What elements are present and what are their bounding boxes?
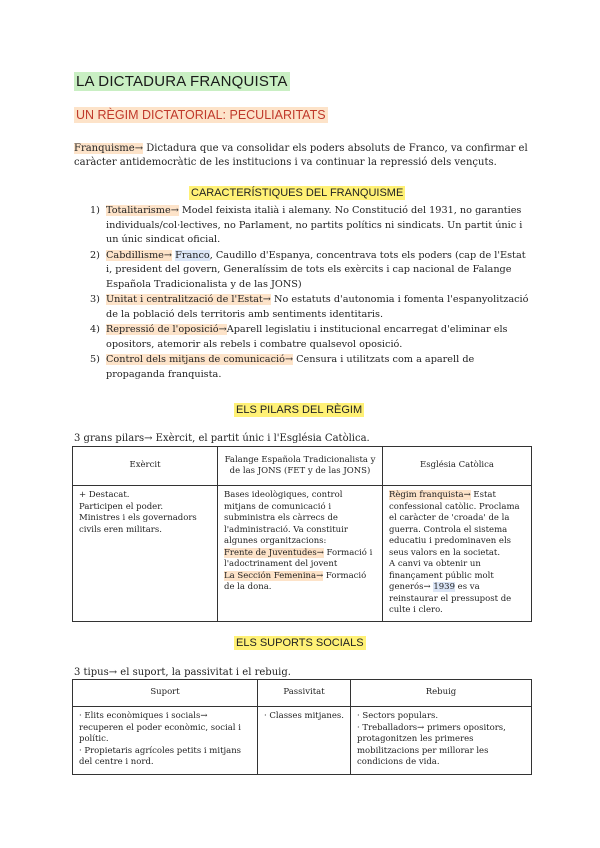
cell-line: Ministres i els governadors civils eren militars.	[79, 513, 197, 535]
pillars-table	[72, 446, 532, 622]
item-term: Unitat i centralització de l'Estat→	[106, 294, 271, 305]
item-text: , Caudillo d'Espanya, concentrava tots els poders (cap de l'Estat i, president del govern, Generalíssim de tots els exèrcits i cap nacional de Falange Española Tradicionalista y de las JONS)	[106, 249, 526, 290]
cell-line: · Sectors populars.	[357, 711, 439, 721]
column-header: Exèrcit	[73, 447, 218, 486]
table-header-row	[73, 447, 532, 486]
regim-term: Règim franquista→	[389, 490, 471, 500]
table-header-row	[73, 680, 532, 707]
passivity-cell	[258, 707, 351, 775]
item-text: Censura i utilitzats com a aparell de propaganda franquista.	[106, 354, 475, 380]
item-term: Totalitarisme→	[106, 205, 179, 216]
intro-text: Dictadura que va consolidar els poders absoluts de Franco, va confirmar el caràcter antidemocràtic de les institucions i va continuar la repressió dels vençuts.	[74, 143, 528, 168]
characteristics-title: CARACTERÍSTIQUES DEL FRANQUISME	[191, 187, 404, 199]
item-term: Repressió de l'oposició→	[106, 324, 227, 335]
item-number: 3)	[90, 294, 100, 305]
year-highlight: 1939	[433, 582, 455, 592]
item-text: No estatuts d'autonomia i fomenta l'espanyolització de la població dels territoris amb sentiments identitaris.	[106, 294, 529, 320]
cell-line: · Treballadors→ primers opositors, protagonitzen les primeres mobilitzacions per millorar les condicions de vida.	[357, 722, 506, 767]
item-number: 4)	[90, 324, 100, 335]
section-subtitle: UN RÈGIM DICTATORIAL: PECULIARITATS	[76, 108, 326, 122]
item-number: 2)	[90, 249, 100, 261]
church-cell	[383, 486, 532, 622]
regim-text: Estat confessional catòlic. Proclama el caràcter de 'croada' de la guerra. Controla el sistema educatiu i predominaven els seus valors en la societat.	[389, 490, 520, 558]
column-header: Falange Española Tradicionalista y de las JONS (FET y de las JONS)	[218, 447, 383, 486]
cell-line	[224, 571, 376, 594]
item-term: Cabdillisme→	[106, 249, 172, 261]
table-row	[73, 707, 532, 775]
list-item	[90, 204, 530, 248]
list-item	[90, 249, 530, 293]
supports-lead: 3 tipus→ el suport, la passivitat i el rebuig.	[74, 667, 291, 678]
column-header: Passivitat	[258, 680, 351, 707]
rejection-cell	[351, 707, 532, 775]
list-item	[90, 323, 530, 352]
intro-term: Franquisme→	[74, 143, 144, 154]
financing-text: A canvi va obtenir un finançament públic molt generós→	[389, 559, 494, 592]
pillars-lead: 3 grans pilars→ Exèrcit, el partit únic i l'Església Catòlica.	[74, 433, 370, 444]
seccion-text: Formació de la dona.	[224, 570, 367, 592]
cell-line	[389, 490, 525, 559]
cell-line	[389, 559, 525, 617]
cell-line: · Elits econòmiques i socials→ recuperen el poder econòmic, social i polític.	[79, 711, 241, 744]
intro-paragraph	[74, 142, 530, 170]
cell-line	[224, 548, 376, 571]
army-cell	[73, 486, 218, 622]
table-row	[73, 486, 532, 622]
column-header: Església Catòlica	[383, 447, 532, 486]
cell-line: · Classes mitjanes.	[264, 711, 344, 721]
cell-line: Participen el poder.	[79, 501, 164, 512]
cell-line: · Propietaris agrícoles petits i mitjans del centre i nord.	[79, 745, 242, 767]
supports-title: ELS SUPORTS SOCIALS	[236, 637, 364, 649]
item-term: Control dels mitjans de comunicació→	[106, 354, 294, 365]
seccion-term: La Sección Femenina→	[224, 570, 324, 581]
column-header: Suport	[73, 680, 258, 707]
item-text: Model feixista italià i alemany. No Constitució del 1931, no garanties individuals/col·lectives, no Parlament, no partits polítics ni sindicats. Un partit únic i un únic sindicat oficial.	[106, 205, 523, 245]
cell-line: + Destacat.	[79, 490, 130, 500]
item-number: 1)	[90, 205, 100, 216]
pillars-title: ELS PILARS DEL RÈGIM	[236, 404, 363, 416]
item-highlight: Franco	[175, 249, 210, 261]
cell-line: Bases ideològiques, control mitjans de comunicació i subministra els càrrecs de l'administració. Va constituir algunes organitzacions:	[224, 490, 348, 546]
page-title: LA DICTADURA FRANQUISTA	[76, 73, 288, 90]
characteristics-list	[90, 204, 530, 383]
frente-term: Frente de Juventudes→	[224, 547, 324, 558]
falange-cell	[218, 486, 383, 622]
frente-text: Formació i l'adoctrinament del jovent	[224, 547, 373, 569]
item-number: 5)	[90, 354, 100, 365]
list-item	[90, 353, 530, 382]
financing-text-end: es va reinstaurar el pressupost de culte i clero.	[389, 582, 512, 615]
item-text: Aparell legislatiu i institucional encarregat d'eliminar els opositors, atemorir als rebels i combatre qualsevol oposició.	[106, 324, 508, 350]
list-item	[90, 293, 530, 322]
supports-table	[72, 679, 532, 775]
column-header: Rebuig	[351, 680, 532, 707]
support-cell	[73, 707, 258, 775]
